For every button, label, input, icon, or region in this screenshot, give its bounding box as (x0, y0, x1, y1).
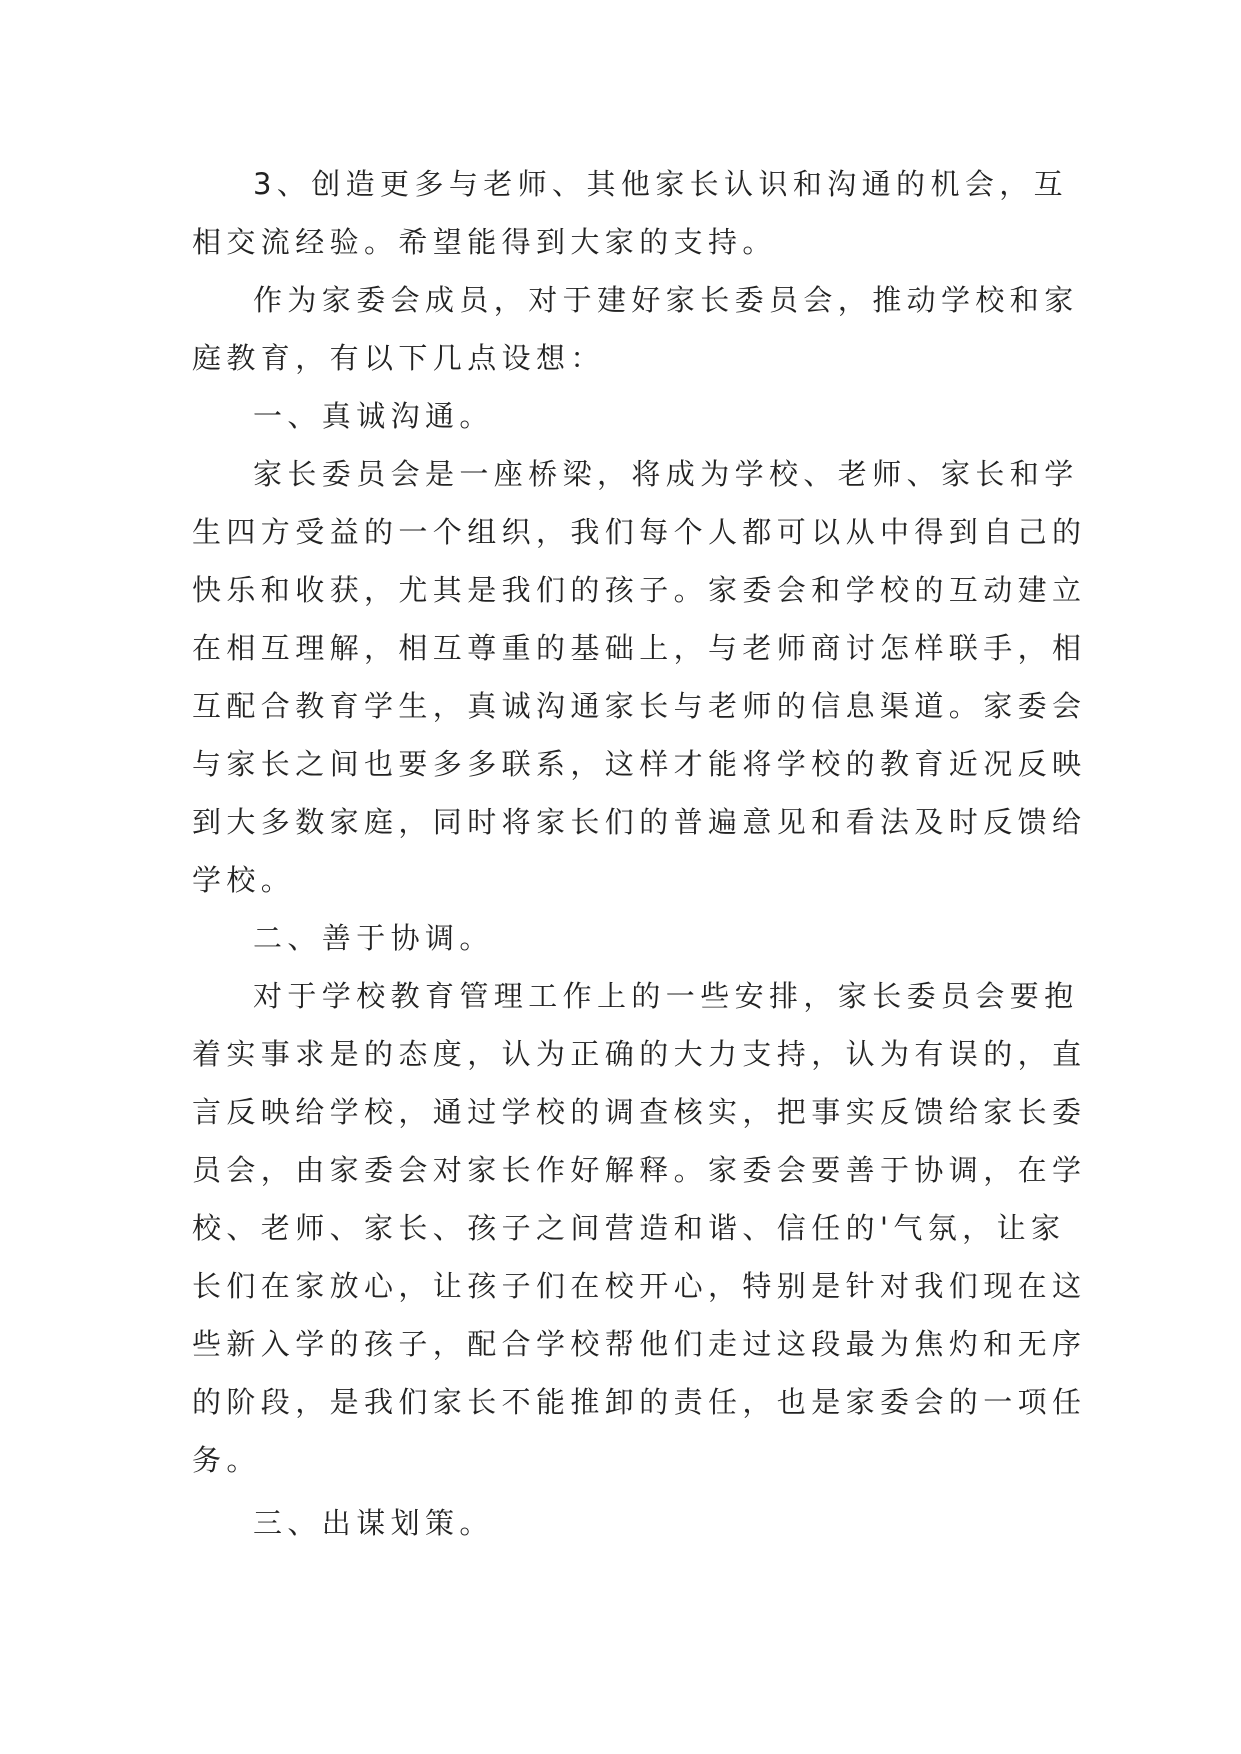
paragraph-line: 相交流经验。希望能得到大家的支持。 (192, 225, 777, 259)
section-heading: 三、出谋划策。 (253, 1506, 494, 1540)
section-heading: 一、真诚沟通。 (253, 399, 494, 433)
paragraph-line: 到大多数家庭，同时将家长们的普遍意见和看法及时反馈给 (192, 805, 1087, 839)
paragraph-line: 在相互理解，相互尊重的基础上，与老师商讨怎样联手，相 (192, 631, 1087, 665)
paragraph-line: 3、创造更多与老师、其他家长认识和沟通的机会，互 (253, 167, 1069, 201)
paragraph-line: 些新入学的孩子，配合学校帮他们走过这段最为焦灼和无序 (192, 1327, 1087, 1361)
paragraph-line: 快乐和收获，尤其是我们的孩子。家委会和学校的互动建立 (192, 573, 1087, 607)
paragraph-line: 校、老师、家长、孩子之间营造和谐、信任的'气氛，让家 (192, 1211, 1066, 1245)
paragraph-line: 对于学校教育管理工作上的一些安排，家长委员会要抱 (253, 979, 1079, 1013)
section-heading: 二、善于协调。 (253, 921, 494, 955)
paragraph-line: 学校。 (192, 863, 296, 897)
paragraph-line: 言反映给学校，通过学校的调查核实，把事实反馈给家长委 (192, 1095, 1087, 1129)
paragraph-line: 的阶段，是我们家长不能推卸的责任，也是家委会的一项任 (192, 1385, 1087, 1419)
paragraph-line: 长们在家放心，让孩子们在校开心，特别是针对我们现在这 (192, 1269, 1087, 1303)
paragraph-line: 务。 (192, 1443, 261, 1477)
paragraph-line: 作为家委会成员，对于建好家长委员会，推动学校和家 (253, 283, 1079, 317)
paragraph-line: 与家长之间也要多多联系，这样才能将学校的教育近况反映 (192, 747, 1087, 781)
paragraph-line: 家长委员会是一座桥梁，将成为学校、老师、家长和学 (253, 457, 1079, 491)
paragraph-line: 员会，由家委会对家长作好解释。家委会要善于协调，在学 (192, 1153, 1087, 1187)
paragraph-line: 庭教育，有以下几点设想： (192, 341, 605, 375)
paragraph-line: 着实事求是的态度，认为正确的大力支持，认为有误的，直 (192, 1037, 1087, 1071)
paragraph-line: 互配合教育学生，真诚沟通家长与老师的信息渠道。家委会 (192, 689, 1087, 723)
paragraph-line: 生四方受益的一个组织，我们每个人都可以从中得到自己的 (192, 515, 1087, 549)
